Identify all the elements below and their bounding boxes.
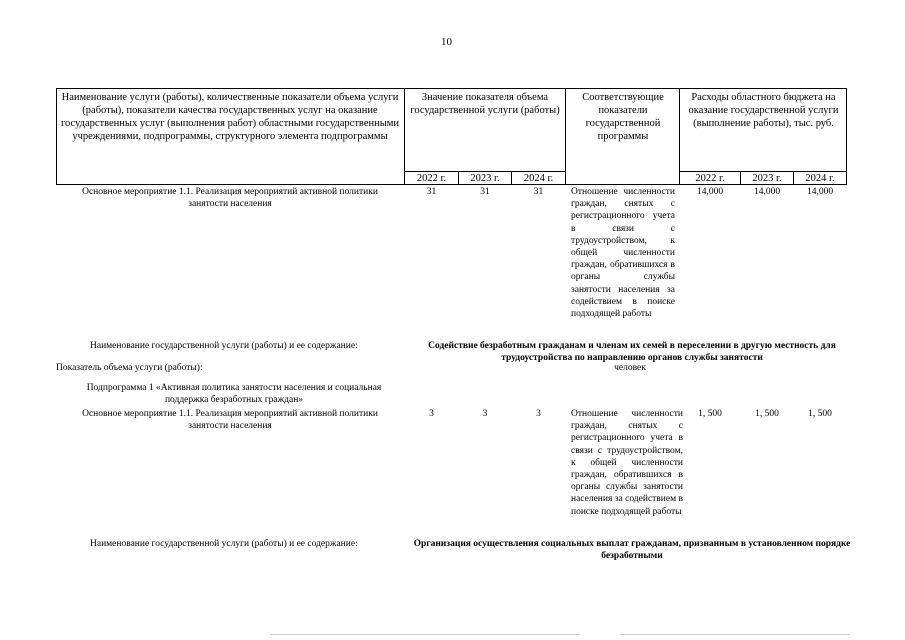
indicator-text: Отношение численности граждан, снятых с регистрационного учета в связи с трудоустройством, к общей численности граждан, обратившихся в органы службы занятости населения за содействием в поиске подходящей работы [571,409,683,517]
value-2024: 3 [536,409,541,419]
service-content: Организация осуществления социальных выплат гражданам, признанным в установленном порядке безработными [413,539,851,562]
cost-2022: 1, 500 [698,409,722,419]
volume-indicator-label: Показатель объема услуги (работы): [56,363,203,373]
header-col-expenses: Расходы областного бюджета на оказание государственной услуги (выполнение работы), тыс. руб. [688,92,839,129]
subprogram-title: Подпрограмма 1 «Активная политика занятости населения и социальная поддержка безработных граждан» [86,383,382,406]
service-label: Наименование государственной услуги (работы) и ее содержание: [90,341,358,351]
cost-2022: 14,000 [696,187,724,197]
page-number: 10 [441,36,452,48]
service-content: Содействие безработным гражданам и членам их семей в переселении в другую местность для трудоустройства по направлению органов службы занятости [428,341,836,364]
header-col-volume: Значение показателя объема государственной услуги (работы) [410,92,560,116]
value-2022: 3 [429,409,434,419]
header-year-2022-volume: 2022 г. [416,173,447,184]
value-2023: 3 [482,409,488,419]
value-2023: 31 [480,187,490,197]
header-year-2024-cost: 2024 г. [805,173,835,184]
header-year-2022-cost: 2022 г. [695,173,725,184]
service-label: Наименование государственной услуги (работы) и ее содержание: [90,539,358,549]
indicator-text: Отношение численности граждан, снятых с регистрационного учета в связи с трудоустройством, к общей численности граждан, обратившихся в органы службы занятости населения за содействием в поиске подходящей работы [571,187,675,320]
cost-2024: 1, 500 [808,409,832,419]
header-year-2023-cost: 2023 г. [752,173,782,184]
row-name: Основное мероприятие 1.1. Реализация мероприятий активной политики занятости населения [82,187,378,210]
header-year-2024-volume: 2024 г. [523,173,554,184]
volume-unit: человек [614,363,646,373]
cost-2023: 14,000 [753,187,781,197]
scan-edge-line [270,634,580,635]
row-name: Основное мероприятие 1.1. Реализация мероприятий активной политики занятости населения [82,409,378,432]
scan-edge-line [620,634,850,635]
cost-2024: 14,000 [806,187,834,197]
value-2024: 31 [533,187,544,197]
value-2022: 31 [426,187,437,197]
header-col-indicators: Соответствующие показатели государственной программы [582,92,664,142]
header-col-name: Наименование услуги (работы), количественные показатели объема услуги (работы), показатели качества государственных услуг на оказание государственных услуг (выполнения работ) областными государственными учреждениями, подпрограммы, структурного элемента подпрограммы [60,92,400,142]
cost-2023: 1, 500 [755,409,779,419]
header-year-2023-volume: 2023 г. [470,173,500,184]
